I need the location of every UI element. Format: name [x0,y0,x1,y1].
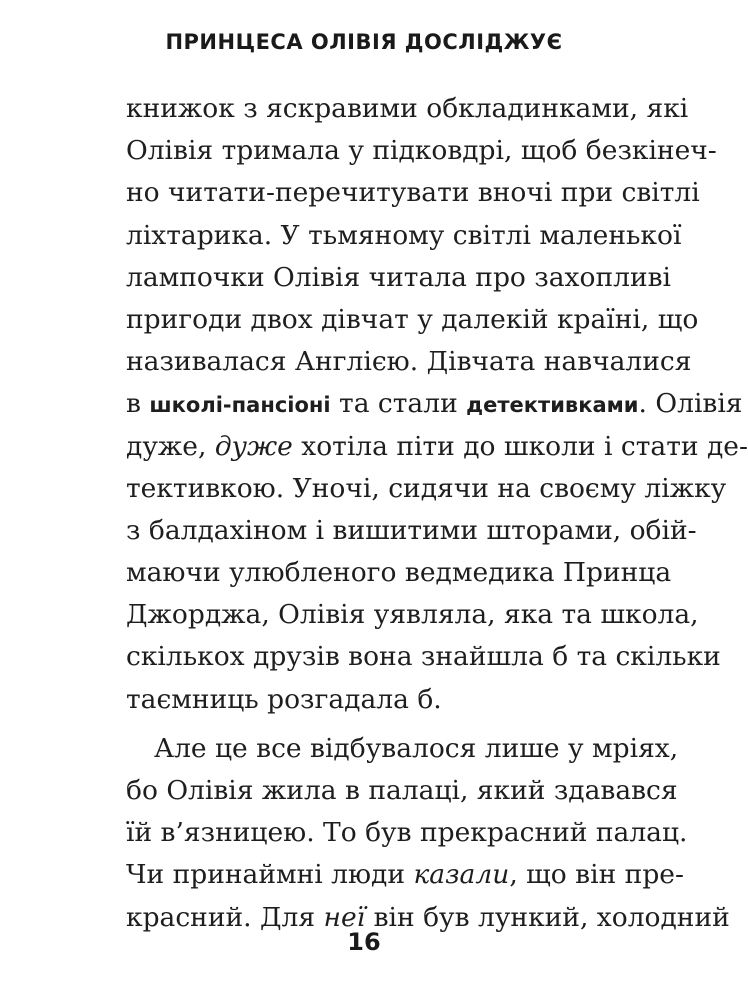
text-line: скількох друзів вона знайшла б та скільки [126,641,721,673]
text-line: ліхтарика. У тьмяному світлі маленької [126,219,682,251]
text-line: їй в’язницею. То був прекрасний палац. [126,817,688,849]
text-line: пригоди двох дівчат у далекій країні, що [126,303,699,335]
text-run: та стали [339,388,458,420]
paragraph-1 [126,88,748,721]
text-line: бо Олівія жила в палаці, який здавався [126,775,678,806]
italic-emphasis: дуже [214,430,293,462]
text-line: Але це все відбувалося лише у мріях, [154,732,679,764]
text-run: . Олівія [638,388,743,420]
text-run: хотіла піти до школи і стати де- [301,430,748,462]
text-line: Джорджа, Олівія уявляла, яка та школа, [126,599,699,631]
text-line: таємниць розгадала б. [126,683,442,715]
text-line: но читати-перечитувати вночі при світлі [126,177,700,209]
text-line: з балдахіном і вишитими шторами, обій- [126,514,697,546]
running-header: ПРИНЦЕСА ОЛІВІЯ ДОСЛІДЖУЄ [165,30,563,54]
text-line [126,426,748,468]
page-number: 16 [347,928,381,956]
text-run: в [126,388,141,420]
highlighted-term: школі-пансіоні [149,393,331,418]
text-line: називалася Англією. Дівчата навчалися [126,346,692,378]
text-line: лампочки Олівія читала про захопливі [126,261,672,293]
text-line: книжок з яскравими обкладинками, які [126,93,689,124]
text-run: Чи принаймні люди [126,859,406,891]
text-run: дуже, [126,430,207,462]
text-line: маючи улюбленого ведмедика Принца [126,557,672,589]
italic-emphasis: неї [323,901,366,933]
text-run: красний. Для [126,901,316,933]
text-line: Олівія тримала у підковдрі, щоб безкінеч- [126,135,717,167]
paragraph-2 [126,728,730,939]
text-run: він був лункий, холодний [373,901,730,933]
text-run: , що він пре- [509,859,684,891]
text-line: тективкою. Уночі, сидячи на своєму ліжку [126,472,727,504]
text-line [126,854,684,896]
italic-emphasis: казали [413,859,510,891]
text-line [126,383,743,425]
body-text [126,88,748,939]
highlighted-term: детективками [466,393,639,418]
